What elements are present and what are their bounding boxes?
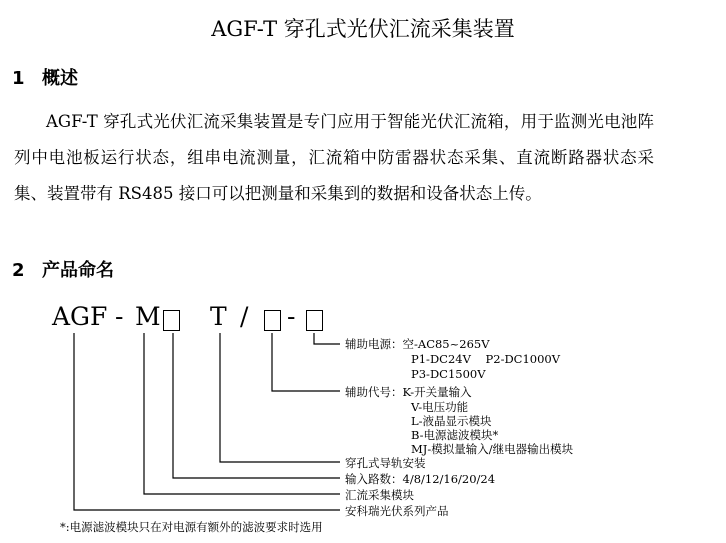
- label-aux-mj: MJ-模拟量输入/继电器输出模块: [411, 442, 574, 456]
- document-title: AGF-T 穿孔式光伏汇流采集装置: [211, 17, 515, 41]
- label-aux-l: L-液晶显示模块: [411, 414, 492, 428]
- label-aux: 辅助代号：K-开关量输入: [345, 385, 472, 399]
- label-series: 安科瑞光伏系列产品: [345, 504, 449, 518]
- code-dash: -: [115, 302, 124, 331]
- label-aux-b: B-电源滤波模块*: [411, 428, 499, 442]
- section-title: 产品命名: [42, 260, 114, 281]
- connector-series: [74, 333, 340, 510]
- connector-power: [314, 333, 340, 344]
- label-power-p3: P3-DC1500V: [411, 367, 486, 381]
- code-m: M: [135, 302, 161, 331]
- label-power: 辅助电源：空-AC85~265V: [345, 337, 490, 351]
- code-slash: /: [240, 302, 249, 331]
- section-number: 2: [12, 260, 25, 281]
- label-power-p1p2: P1-DC24V P2-DC1000V: [411, 352, 561, 366]
- footnote: *:电源滤波模块只在对电源有额外的滤波要求时选用: [60, 520, 323, 534]
- section-title: 概述: [42, 68, 78, 89]
- code-prefix: AGF: [52, 302, 108, 331]
- label-aux-v: V-电压功能: [411, 400, 469, 414]
- label-mount: 穿孔式导轨安装: [345, 456, 426, 470]
- connector-inputs: [173, 333, 340, 478]
- section-number: 1: [12, 68, 25, 89]
- connector-aux: [272, 333, 340, 391]
- code-t: T: [210, 302, 227, 331]
- connector-mount: [220, 333, 340, 462]
- code-dash: -: [287, 302, 296, 331]
- overview-paragraph: AGF-T 穿孔式光伏汇流采集装置是专门应用于智能光伏汇流箱，用于监测光电池阵列中电池板运行状态，组串电流测量，汇流箱中防雷器状态采集、直流断路器状态采集、装置带有 RS485 接口可以把测量和采集到的数据和设备状态上传。: [14, 112, 654, 203]
- label-module: 汇流采集模块: [345, 488, 414, 502]
- label-inputs: 输入路数：4/8/12/16/20/24: [345, 472, 496, 486]
